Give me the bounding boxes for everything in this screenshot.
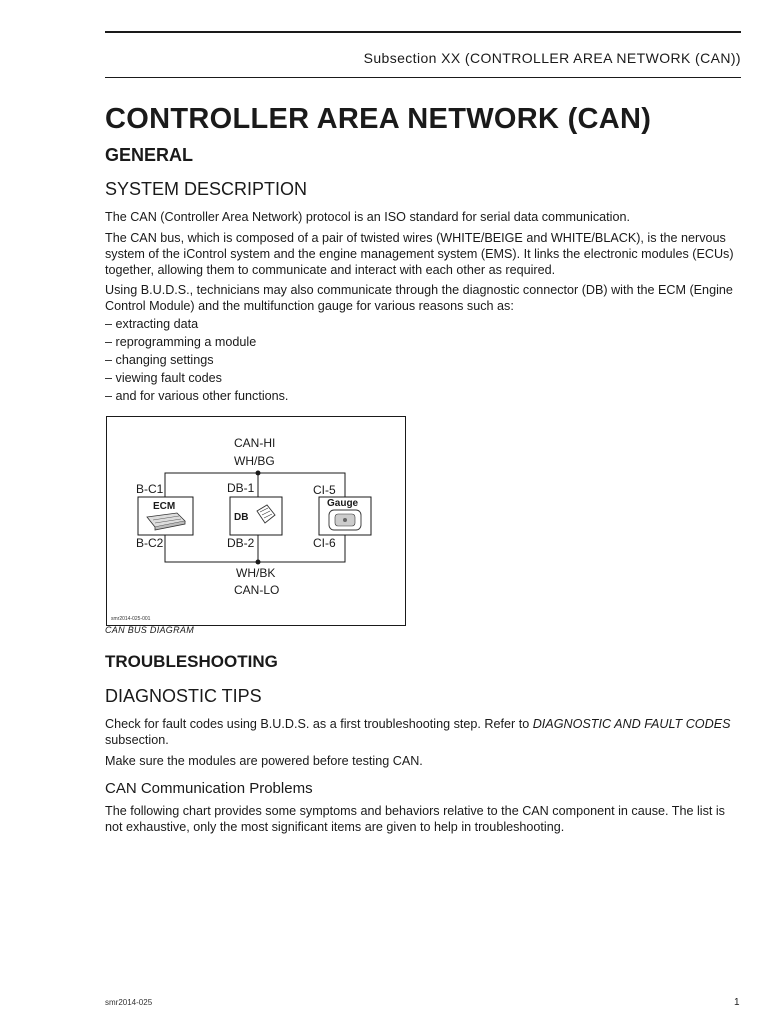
- db-1-label: DB-1: [227, 481, 255, 495]
- list-item: – viewing fault codes: [105, 369, 288, 387]
- paragraph-can-protocol: The CAN (Controller Area Network) protocol is an ISO standard for serial data communication.: [105, 210, 630, 224]
- paragraph-can-bus: The CAN bus, which is composed of a pair of twisted wires (WHITE/BEIGE and WHITE/BLACK), is the nervous system of the iControl system and the engine management system (EMS). It links the electronic modules (ECUs) together, allowing them to communicate and interact with each other as required.: [105, 231, 734, 277]
- gauge-label: Gauge: [327, 498, 359, 509]
- reasons-list: [105, 315, 288, 405]
- gauge-icon: [329, 510, 361, 530]
- paragraph-fault-codes: [105, 716, 745, 748]
- wh-bk-label: WH/BK: [236, 566, 276, 580]
- subsection-header: Subsection XX (CONTROLLER AREA NETWORK (CAN)): [363, 50, 741, 66]
- ci-5-label: CI-5: [313, 483, 336, 497]
- paragraph-chart-intro: The following chart provides some symptoms and behaviors relative to the CAN component in cause. The list is not exhaustive, only the most significant items are given to help in troubleshooting.: [105, 804, 725, 834]
- can-lo-label: CAN-LO: [234, 583, 280, 597]
- heading-troubleshooting: TROUBLESHOOTING: [105, 652, 278, 671]
- figure-caption: CAN BUS DIAGRAM: [105, 625, 195, 635]
- list-item: – extracting data: [105, 315, 288, 333]
- footer-reference: smr2014-025: [105, 998, 153, 1007]
- list-item: – reprogramming a module: [105, 333, 288, 351]
- fault-codes-text-start: Check for fault codes using B.U.D.S. as a first troubleshooting step. Refer to: [105, 717, 533, 731]
- list-item: – and for various other functions.: [105, 387, 288, 405]
- b-c2-label: B-C2: [136, 536, 164, 550]
- can-hi-label: CAN-HI: [234, 436, 276, 450]
- list-item: – changing settings: [105, 351, 288, 369]
- can-hi-junction: [256, 471, 261, 476]
- heading-can-communication-problems: CAN Communication Problems: [105, 780, 313, 797]
- paragraph-modules-powered: Make sure the modules are powered before testing CAN.: [105, 754, 423, 768]
- figure-ref: smr2014-025-001: [111, 616, 151, 622]
- paragraph-buds: Using B.U.D.S., technicians may also communicate through the diagnostic connector (DB) with the ECM (Engine Control Module) and the multifunction gauge for various reasons such as:: [105, 283, 733, 313]
- header-rule-top: [105, 31, 741, 33]
- db-label: DB: [234, 512, 249, 523]
- fault-codes-reference: DIAGNOSTIC AND FAULT CODES: [532, 717, 731, 731]
- ecm-label: ECM: [153, 501, 176, 512]
- heading-system-description: SYSTEM DESCRIPTION: [105, 179, 308, 199]
- wh-bg-label: WH/BG: [234, 454, 275, 468]
- fault-codes-text-end: subsection.: [105, 733, 169, 747]
- heading-general: GENERAL: [105, 145, 194, 165]
- can-lo-junction: [256, 560, 261, 565]
- db-2-label: DB-2: [227, 536, 255, 550]
- page-title: CONTROLLER AREA NETWORK (CAN): [105, 103, 652, 135]
- ci-6-label: CI-6: [313, 536, 336, 550]
- heading-diagnostic-tips: DIAGNOSTIC TIPS: [105, 686, 262, 706]
- page-number: 1: [734, 997, 740, 1008]
- can-bus-diagram: [106, 416, 406, 626]
- b-c1-label: B-C1: [136, 482, 164, 496]
- header-rule-bottom: [105, 77, 741, 78]
